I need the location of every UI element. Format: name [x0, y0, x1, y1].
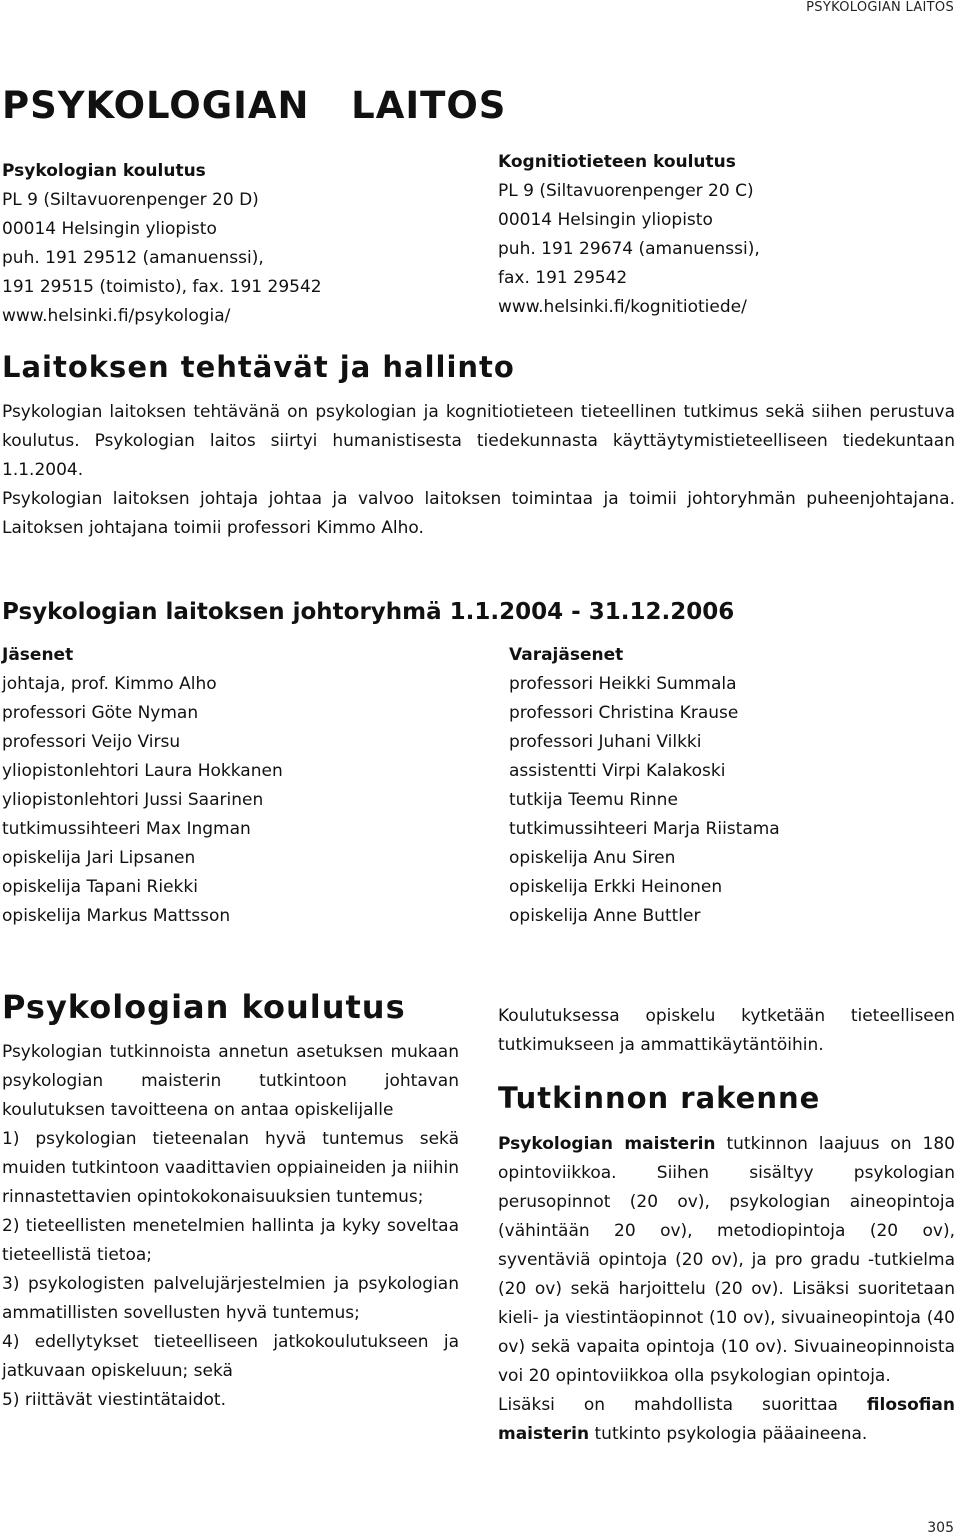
page-number: 305 [927, 1520, 954, 1536]
contact-phone-line: puh. 191 29674 (amanuenssi), [498, 239, 760, 259]
section-heading-education: Psykologian koulutus [2, 988, 406, 1026]
contact-postal-line: 00014 Helsingin yliopisto [2, 219, 217, 239]
contact-fax-line: fax. 191 29542 [498, 268, 628, 288]
education-column [2, 1038, 459, 1415]
contact-block-psychology [2, 157, 472, 331]
education-goal: 5) riittävät viestintätaidot. [2, 1390, 226, 1410]
contact-heading: Kognitiotieteen koulutus [498, 152, 736, 172]
list-item: professori Veijo Virsu [2, 732, 181, 752]
contact-block-cognitive-science [498, 148, 958, 322]
philosophy-degree-lead: Lisäksi on mahdollista suorittaa [498, 1395, 867, 1415]
section-heading-degree-structure: Tutkinnon rakenne [498, 1081, 821, 1115]
education-goal: 1) psykologian tieteenalan hyvä tuntemus sekä muiden tutkintoon vaadittavien oppiaineiden ja niihin rinnastettavien opintokokonaisuuksien tuntemus; [2, 1129, 459, 1207]
list-item: yliopistonlehtori Jussi Saarinen [2, 790, 264, 810]
deputies-heading: Varajäsenet [509, 645, 624, 665]
deputies-list [509, 670, 949, 931]
list-item: tutkimussihteeri Max Ingman [2, 819, 251, 839]
list-item: opiskelija Jari Lipsanen [2, 848, 196, 868]
education-intro: Psykologian tutkinnoista annetun asetuksen mukaan psykologian maisterin tutkintoon johtavan koulutuksen tavoitteena on antaa opiskelijalle [2, 1042, 459, 1120]
deputies-column [509, 641, 949, 931]
list-item: assistentti Virpi Kalakoski [509, 761, 726, 781]
contact-website[interactable]: www.helsinki.fi/psykologia/ [2, 306, 231, 326]
contact-phone-fax-line: 191 29515 (toimisto), fax. 191 29542 [2, 277, 322, 297]
list-item: professori Göte Nyman [2, 703, 199, 723]
list-item: opiskelija Tapani Riekki [2, 877, 198, 897]
members-column [2, 641, 472, 931]
degree-structure-paragraph [498, 1130, 955, 1391]
contact-heading: Psykologian koulutus [2, 161, 206, 181]
members-list [2, 670, 472, 931]
degree-name-bold: Psykologian maisterin [498, 1134, 716, 1154]
contact-website[interactable]: www.helsinki.fi/kognitiotiede/ [498, 297, 747, 317]
degree-structure-text [498, 1130, 955, 1449]
list-item: professori Christina Krause [509, 703, 739, 723]
list-item: yliopistonlehtori Laura Hokkanen [2, 761, 283, 781]
members-heading: Jäsenet [2, 645, 74, 665]
philosophy-degree-end: tutkinto psykologia pääaineena. [589, 1424, 868, 1444]
contact-address-line: PL 9 (Siltavuorenpenger 20 C) [498, 181, 754, 201]
management-paragraph: Psykologian laitoksen johtaja johtaa ja valvoo laitoksen toimintaa ja toimii johtoryhmän puheenjohtajana. Laitoksen johtajana toimii professori Kimmo Alho. [2, 489, 955, 538]
philosophy-degree-bold: filosofian maisterin [498, 1395, 955, 1444]
running-head: PSYKOLOGIAN LAITOS [806, 0, 954, 15]
education-research-link-paragraph: Koulutuksessa opiskelu kytketään tieteelliseen tutkimukseen ja ammattikäytäntöihin. [498, 1006, 955, 1055]
list-item: tutkija Teemu Rinne [509, 790, 678, 810]
contact-phone-line: puh. 191 29512 (amanuenssi), [2, 248, 264, 268]
list-item: tutkimussihteeri Marja Riistama [509, 819, 780, 839]
list-item: professori Juhani Vilkki [509, 732, 702, 752]
list-item: opiskelija Anne Buttler [509, 906, 701, 926]
degree-structure-body: tutkinnon laajuus on 180 opintoviikkoa. Siihen sisältyy psykologian perusopinnot (20 ov), psykologian aineopintoja (vähintään 20 ov), metodiopintoja (20 ov), syventäviä opintoja (20 ov), ja pro gradu -tutkielma (20 ov) sekä harjoittelu (20 ov). Lisäksi suoritetaan kieli- ja viestintäopinnot (10 ov), sivuaineopintoja (40 ov) sekä vapaita opintoja (10 ov). Sivuaineopinnoista voi 20 opintoviikkoa olla psykologian opintoja. [498, 1134, 955, 1386]
board-heading: Psykologian laitoksen johtoryhmä 1.1.2004 - 31.12.2006 [2, 599, 735, 625]
list-item: johtaja, prof. Kimmo Alho [2, 674, 217, 694]
education-goal: 4) edellytykset tieteelliseen jatkokoulutukseen ja jatkuvaan opiskeluun; sekä [2, 1332, 459, 1381]
tasks-paragraph: Psykologian laitoksen tehtävänä on psykologian ja kognitiotieteen tieteellinen tutkimus sekä siihen perustuva koulutus. Psykologian laitos siirtyi humanistisesta tiedekunnasta käyttäytymistieteelliseen tiedekuntaan 1.1.2004. [2, 402, 955, 480]
list-item: opiskelija Anu Siren [509, 848, 676, 868]
section-heading-tasks: Laitoksen tehtävät ja hallinto [2, 350, 515, 384]
list-item: opiskelija Erkki Heinonen [509, 877, 723, 897]
philosophy-degree-paragraph [498, 1391, 955, 1449]
education-goal: 2) tieteellisten menetelmien hallinta ja kyky soveltaa tieteellistä tietoa; [2, 1216, 459, 1265]
contact-address-line: PL 9 (Siltavuorenpenger 20 D) [2, 190, 259, 210]
education-goal: 3) psykologisten palvelujärjestelmien ja psykologian ammatillisten sovellusten hyvä tuntemus; [2, 1274, 459, 1323]
list-item: opiskelija Markus Mattsson [2, 906, 231, 926]
list-item: professori Heikki Summala [509, 674, 737, 694]
page-title: PSYKOLOGIAN LAITOS [2, 84, 507, 127]
contact-postal-line: 00014 Helsingin yliopisto [498, 210, 713, 230]
